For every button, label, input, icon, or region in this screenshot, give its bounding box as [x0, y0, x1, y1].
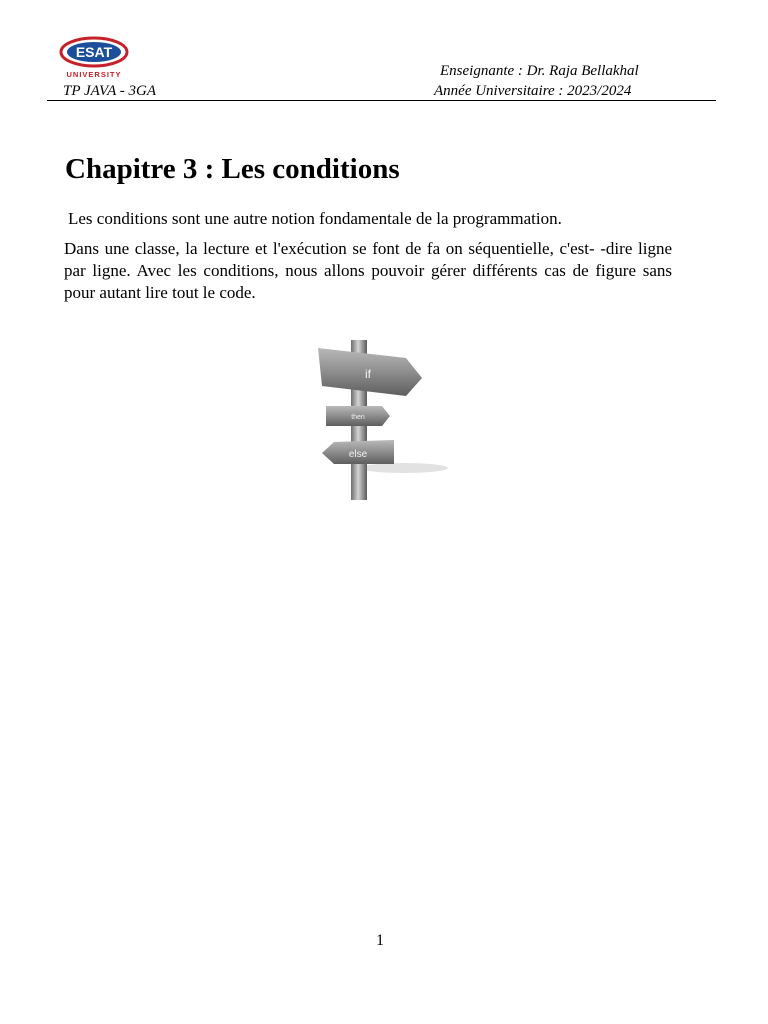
course-name: TP JAVA - 3GA [63, 83, 156, 99]
signpost-illustration [312, 336, 452, 504]
sign-then: then [351, 414, 365, 421]
chapter-title: Chapitre 3 : Les conditions [65, 153, 400, 185]
intro-paragraph: Les conditions sont une autre notion fondamentale de la programmation. [68, 209, 562, 228]
sign-if: if [365, 367, 371, 381]
logo-subtitle: UNIVERSITY [66, 70, 122, 79]
body-paragraph: Dans une classe, la lecture et l'exécution se font de fa on séquentielle, c'est- -dire ligne par ligne. Avec les conditions, nous allons pouvoir gérer différents cas de figure sans pour autant lire tout le code. [64, 239, 672, 302]
header-right [434, 61, 684, 101]
page-number: 1 [376, 932, 384, 949]
logo-brand: ESAT [75, 44, 113, 60]
esat-logo [57, 34, 131, 82]
academic-year: Année Universitaire : 2023/2024 [434, 83, 632, 99]
teacher-name: Enseignante : Dr. Raja Bellakhal [440, 63, 639, 79]
header-divider [47, 100, 716, 101]
sign-else: else [348, 449, 368, 460]
